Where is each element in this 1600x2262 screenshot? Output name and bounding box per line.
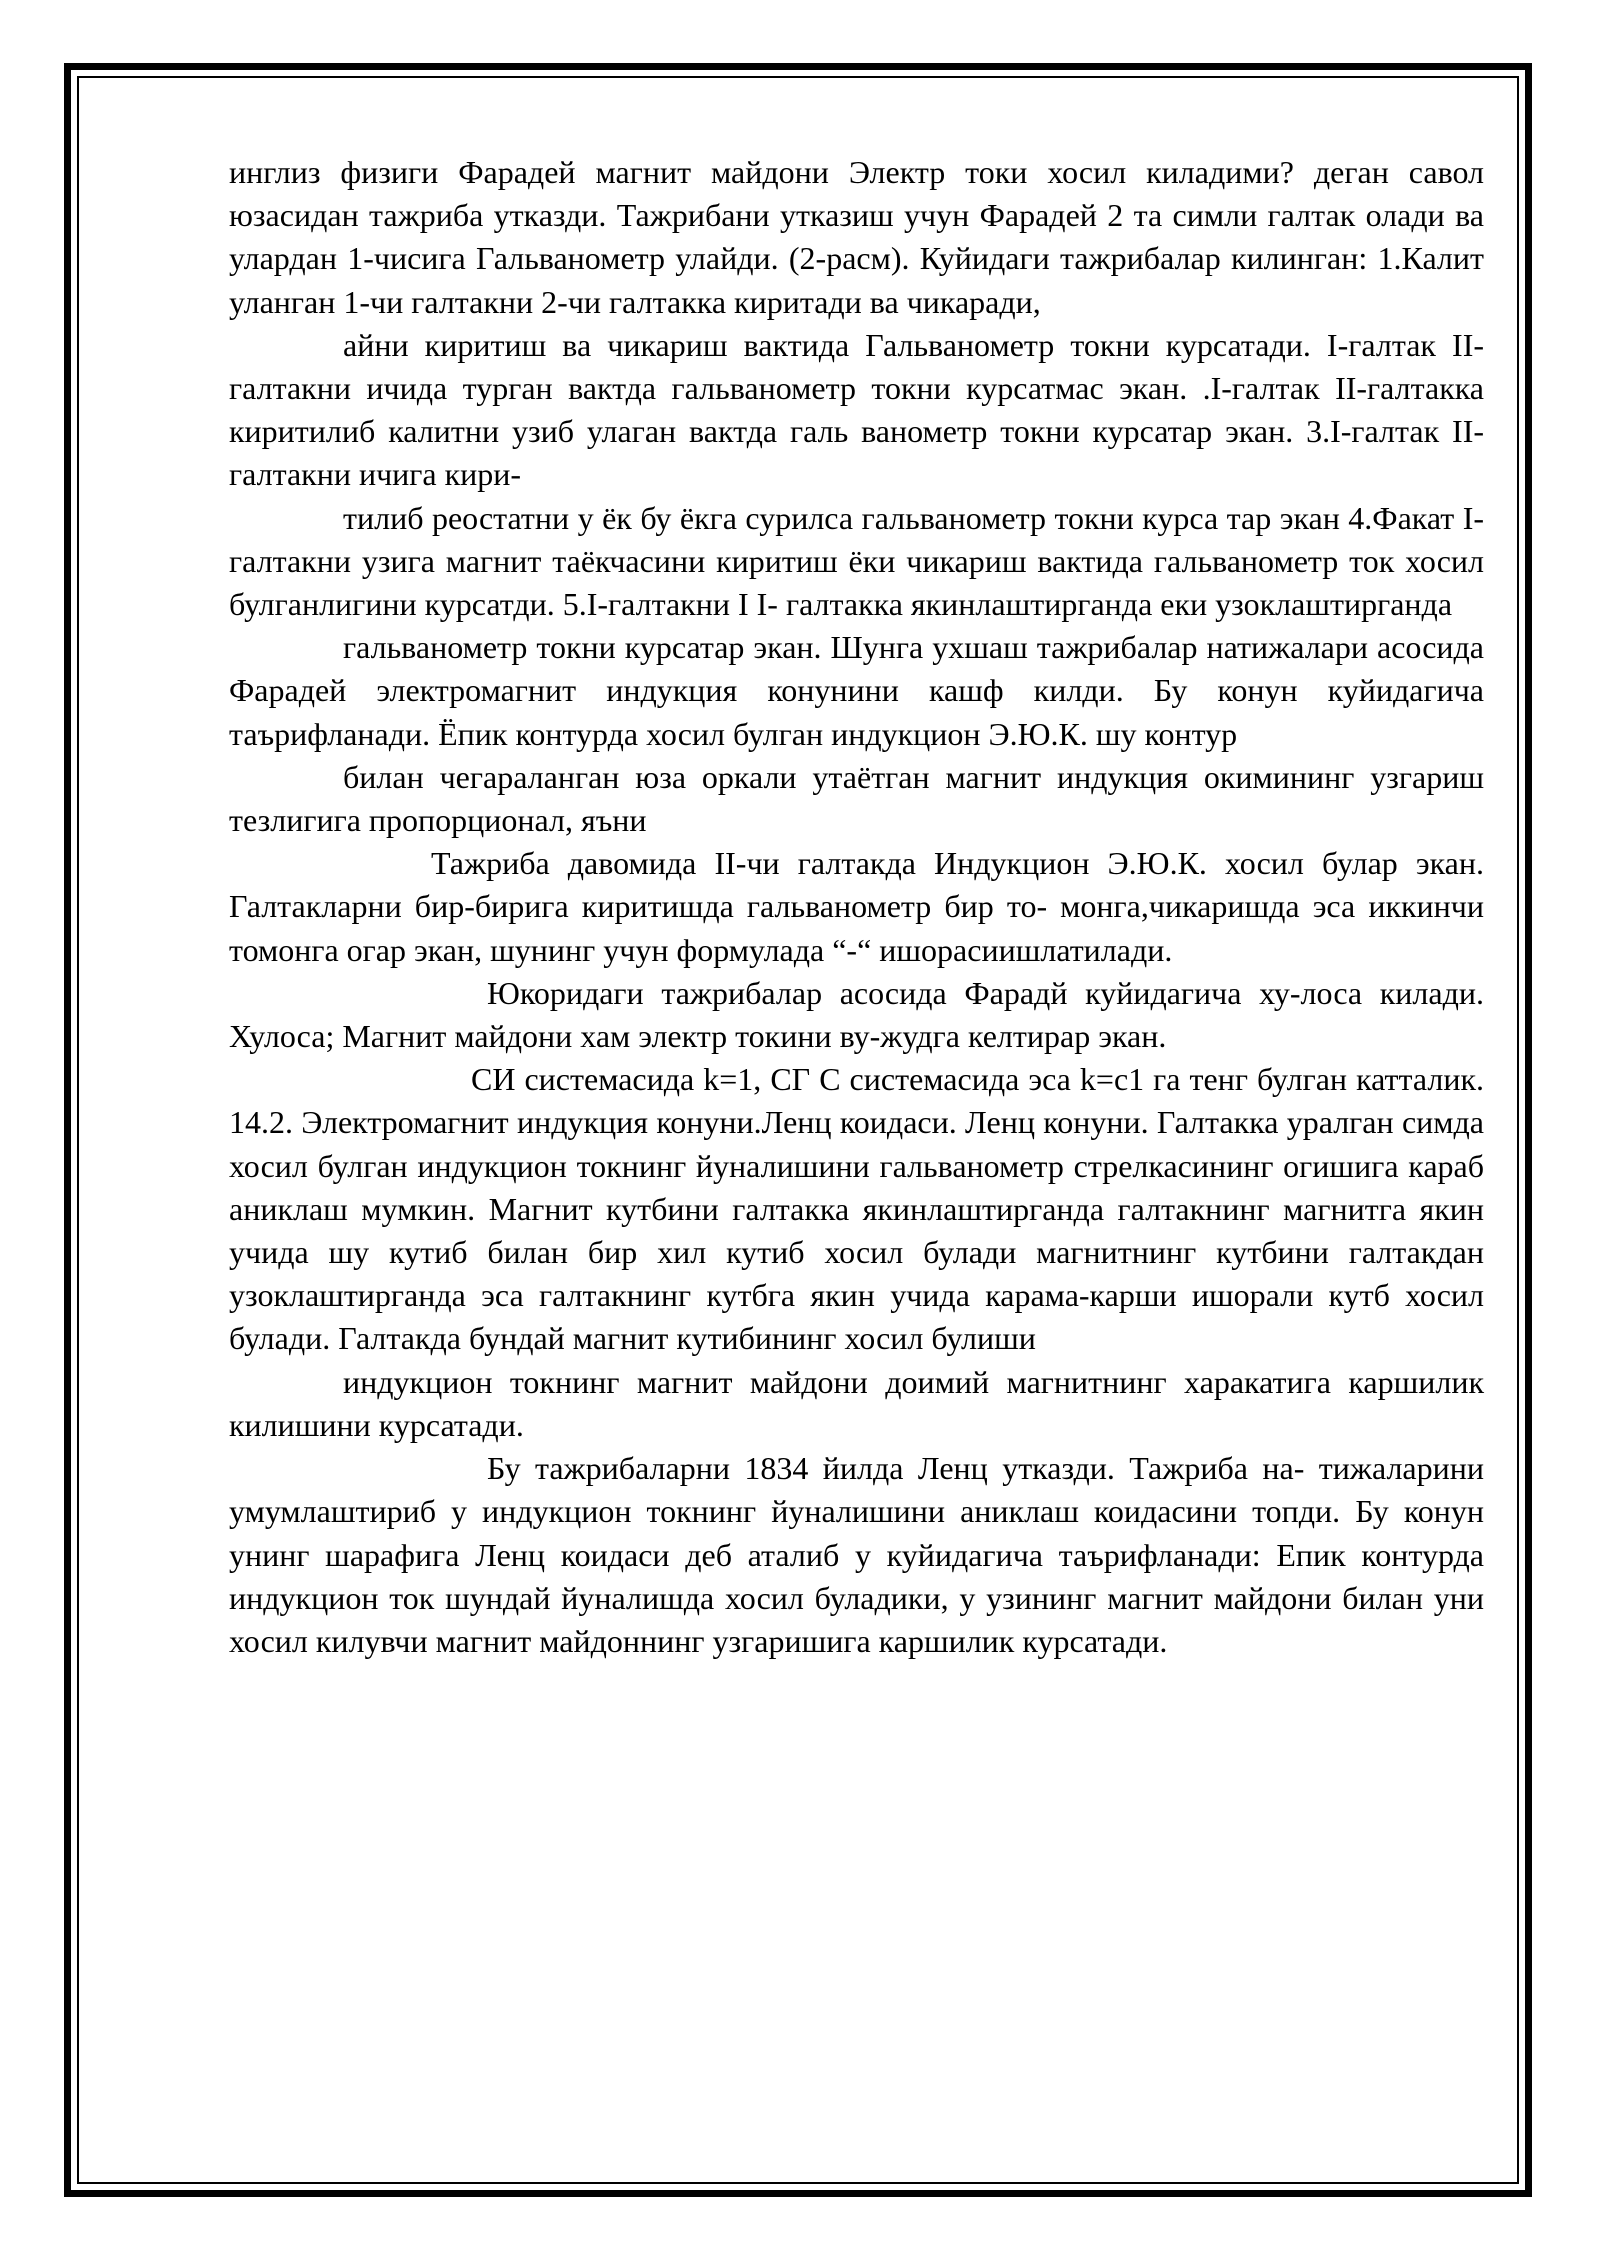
- paragraph: Тажриба давомида II-чи галтакда Индукцион Э.Ю.К. хосил булар экан. Галтакларни бир-бирига киритишда гальванометр бир то- монга,чикаришда эса иккинчи томонга огар экан, шунинг учун формулада “-“ ишорасиишлатилади.: [229, 845, 1484, 968]
- paragraph: Бу тажрибаларни 1834 йилда Ленц утказди. Тажриба на- тижаларини умумлаштириб у индукцион токнинг йуналишини аниклаш коидасини топди. Бу конун унинг шарафига Ленц коидаси деб аталиб у куйидагича таърифланади: Епик контурда индукцион ток шундай йуналишда хосил буладики, у узининг магнит майдони билан уни хосил килувчи магнит майдоннинг узгаришига каршилик курсатади.: [229, 1450, 1484, 1659]
- paragraph: индукцион токнинг магнит майдони доимий магнитнинг харакатига каршилик килишини курсатади.: [229, 1363, 1484, 1443]
- paragraph: тилиб реостатни у ёк бу ёкга сурилса гальванометр токни курса тар экан 4.Факат I-галтакни узига магнит таёкчасини киритиш ёки чикариш вактида гальванометр ток хосил булганлигини курсатди. 5.I-галтакни I I- галтакка якинлаштирганда еки узоклаштирганда: [229, 499, 1484, 623]
- paragraph: СИ системасида k=1, СГ С системасида эса k=c1 га тенг булган катталик. 14.2. Электромагнит индукция конуни.Ленц коидаси. Ленц конуни. Галтакка уралган симда хосил булган индукцион токнинг йуналишини гальванометр стрелкасининг огишига караб аниклаш мумкин. Магнит кутбини галтакка якинлаштирганда галтакнинг магнитга якин учида шу кутиб билан бир хил кутиб хосил булади магнитнинг кутбини галтакдан узоклаштирганда эса галтакнинг кутбга якин учида карама-карши ишорали кутб хосил булади. Галтакда бундай магнит кутибининг хосил булиши: [229, 1061, 1484, 1357]
- paragraph: инглиз физиги Фарадей магнит майдони Электр токи хосил киладими? деган савол юзасидан тажриба утказди. Тажрибани утказиш учун Фарадей 2 та симли галтак олади ва улардан 1-чисига Гальванометр улайди. (2-расм). Куйидаги тажрибалар килинган: 1.Калит уланган 1-чи галтакни 2-чи галтакка киритади ва чикаради,: [229, 154, 1484, 320]
- paragraph: гальванометр токни курсатар экан. Шунга ухшаш тажрибалар натижалари асосида Фарадей электромагнит индукция конунини кашф килди. Бу конун куйидагича таърифланади. Ёпик контурда хосил булган индукцион Э.Ю.К. шу контур: [229, 629, 1484, 752]
- document-body: [229, 151, 1484, 1663]
- paragraph: айни киритиш ва чикариш вактида Гальванометр токни курсатади. I-галтак II-галтакни ичида турган вактда гальванометр токни курсатмас экан. .I-галтак II-галтакка киритилиб калитни узиб улаган вактда галь ванометр токни курсатар экан. 3.I-галтак II-галтакни ичига кири-: [229, 326, 1484, 493]
- paragraph: билан чегараланган юза оркали утаётган магнит индукция окимининг узгариш тезлигига пропорционал, яъни: [229, 758, 1484, 839]
- paragraph: Юкоридаги тажрибалар асосида Фарадй куйидагича ху-лоса килади. Хулоса; Магнит майдони хам электр токини ву-жудга келтирар экан.: [229, 974, 1484, 1055]
